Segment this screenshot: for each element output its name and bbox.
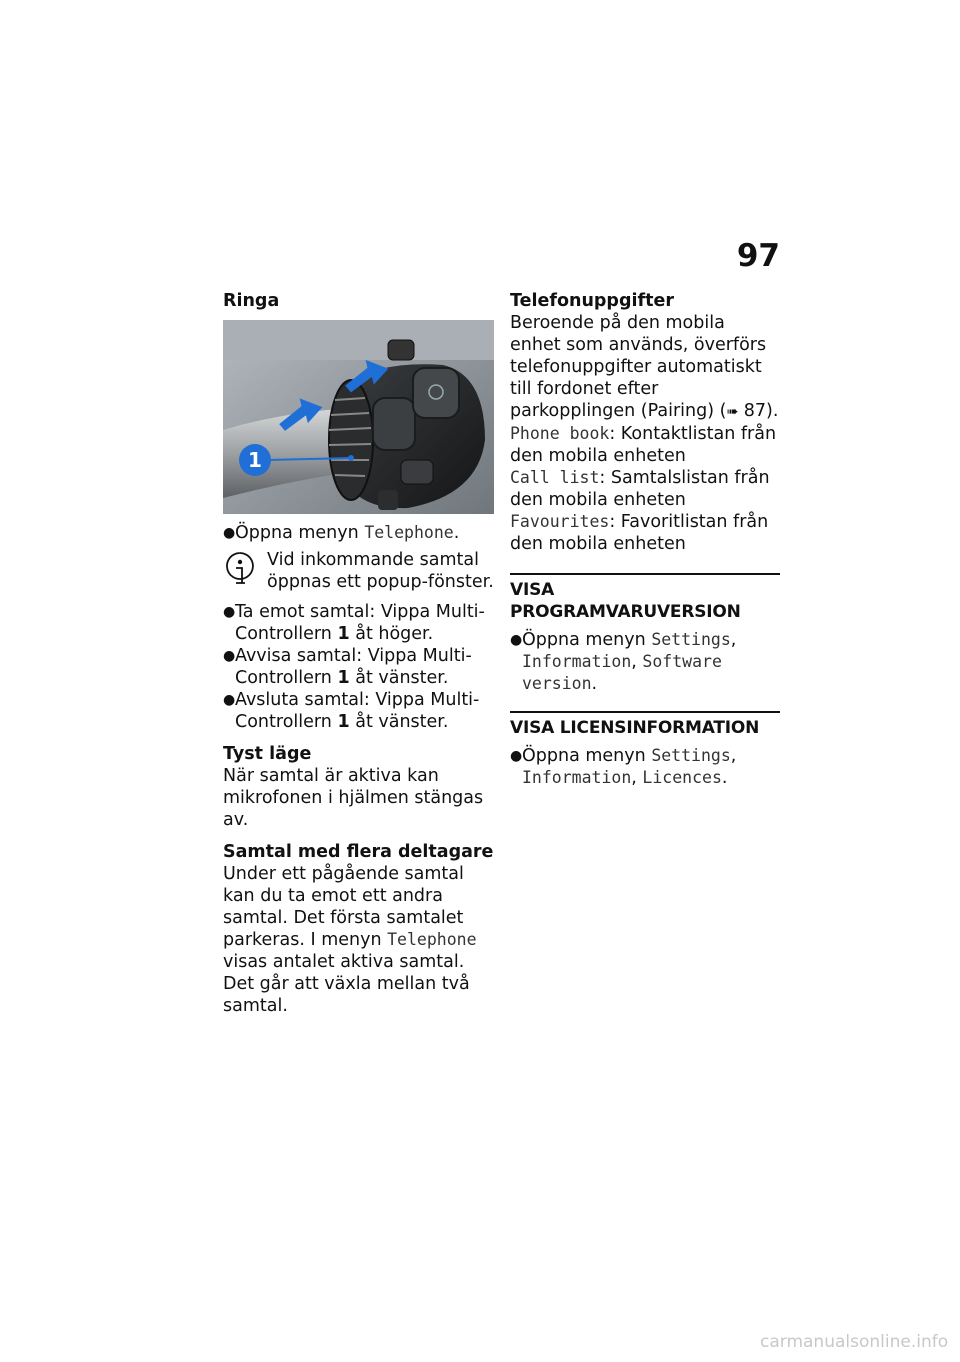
entry-favourites: Favourites: Favoritlistan från den mobila enheten: [510, 512, 769, 554]
entry-phone-book: Phone book: Kontaktlistan från den mobila enheten: [510, 424, 777, 466]
open-telephone-list: [223, 522, 495, 544]
handlebar-controller-photo: [223, 320, 494, 514]
page-reference-arrow-icon: ➠: [726, 404, 739, 420]
handlebar-controller-illustration: [223, 320, 494, 514]
list-item: ● Öppna menyn Settings, Information, Licences.: [510, 746, 737, 788]
software-list: [510, 629, 780, 695]
tyst-lage-text: När samtal är aktiva kan mikrofonen i hjälmen stängas av.: [223, 766, 484, 830]
list-item: ● Ta emot samtal: Vippa Multi-Controllern 1 åt höger.: [223, 602, 485, 644]
page-number: 97: [736, 238, 780, 274]
section-visa-programvaruversion: VISA PROGRAMVARUVERSION: [510, 573, 780, 623]
list-item: ● Öppna menyn Telephone.: [223, 523, 460, 543]
list-item: ● Öppna menyn Settings, Information, Software version.: [510, 630, 737, 694]
callout-number: 1: [248, 448, 262, 472]
note-text: Vid inkommande samtal öppnas ett popup-fönster.: [267, 550, 494, 592]
section-visa-licensinformation: VISA LICENSINFORMATION: [510, 711, 780, 739]
heading-ringa: Ringa: [223, 291, 280, 311]
entry-call-list: Call list: Samtalslistan från den mobila enheten: [510, 468, 770, 510]
list-item: ● Avvisa samtal: Vippa Multi-Controllern 1 åt vänster.: [223, 646, 472, 688]
heading-tyst-lage: Tyst läge: [223, 744, 312, 764]
info-note: [223, 549, 495, 593]
menu-telephone-inline: Telephone: [387, 930, 477, 949]
menu-telephone: Telephone: [364, 523, 454, 542]
list-item: ● Avsluta samtal: Vippa Multi-Controllern 1 åt vänster.: [223, 690, 480, 732]
telefonuppgifter-text: Beroende på den mobila enhet som används, överförs telefonuppgifter automatiskt till fordonet efter parkopplingen (Pairing) (➠ 87).: [510, 313, 779, 421]
heading-telefonuppgifter: Telefonuppgifter: [510, 291, 674, 311]
right-column: [510, 290, 780, 789]
licence-list: [510, 745, 780, 789]
call-actions-list: [223, 601, 495, 733]
watermark: carmanualsonline.info: [760, 1332, 949, 1352]
samtal-flera-text: Under ett pågående samtal kan du ta emot ett andra samtal. Det första samtalet parkeras. I menyn Telephone visas antalet aktiva samtal. Det går att växla mellan två samtal.: [223, 864, 477, 1016]
left-column: [223, 290, 495, 1017]
heading-samtal-flera: Samtal med flera deltagare: [223, 842, 494, 862]
info-icon: [223, 549, 257, 593]
